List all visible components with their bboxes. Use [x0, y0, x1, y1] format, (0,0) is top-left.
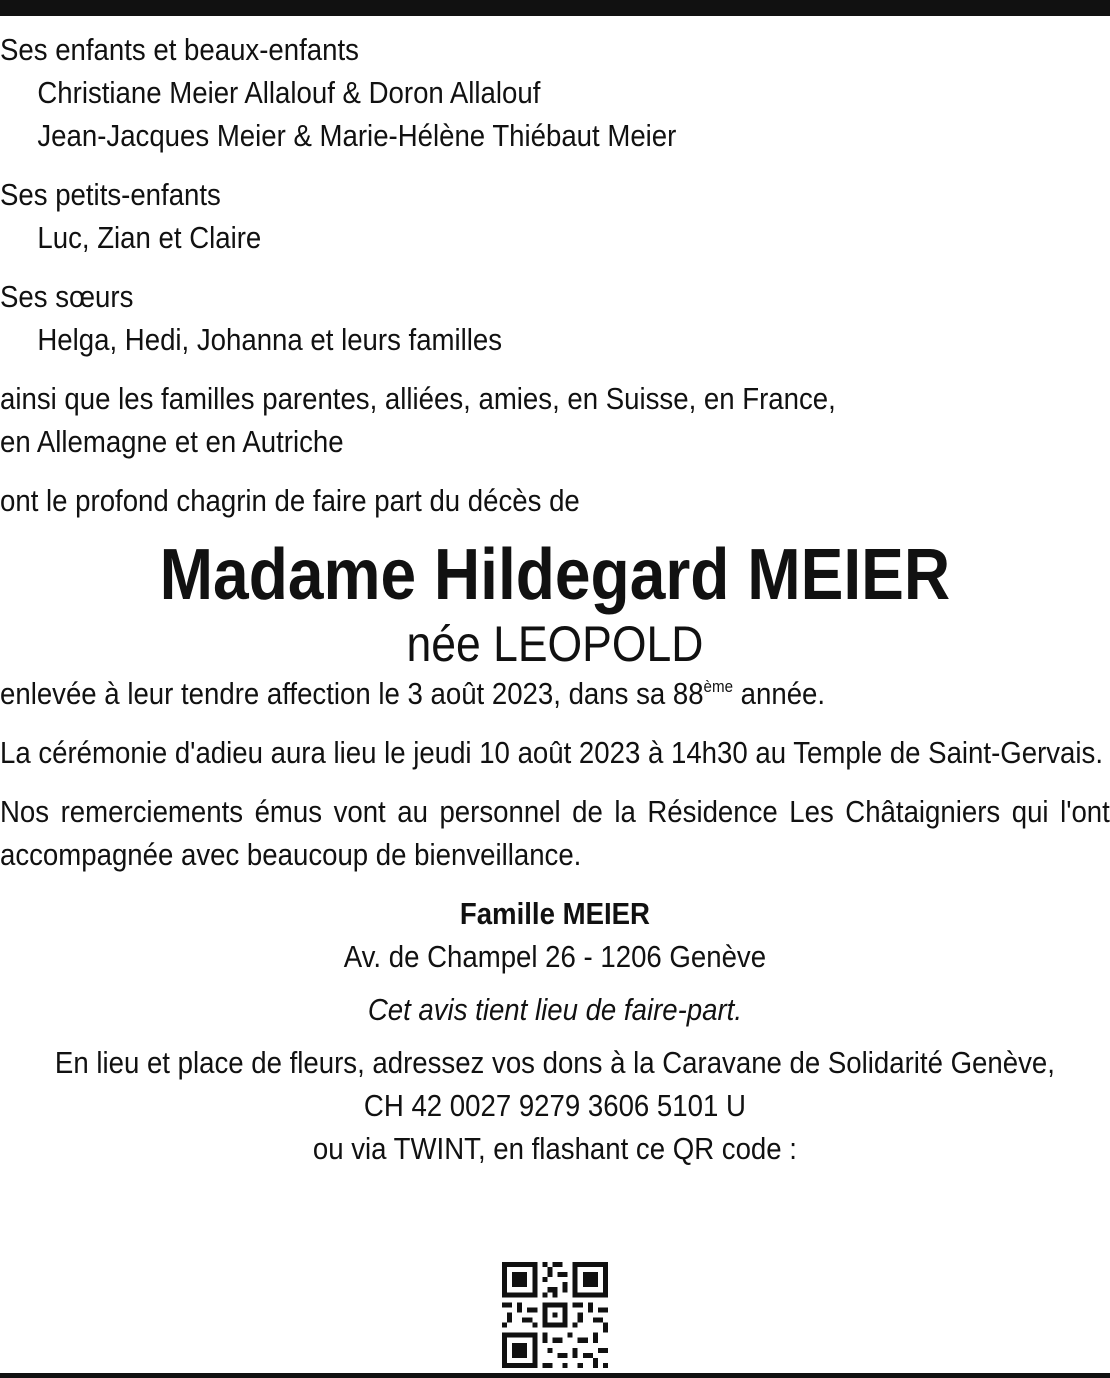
- children-section: [0, 28, 1110, 157]
- announcement: ont le profond chagrin de faire part du décès de: [0, 483, 580, 518]
- bottom-rule: [0, 1373, 1110, 1378]
- birth-name: née LEOPOLD: [406, 616, 704, 672]
- death-notice: [0, 672, 1110, 715]
- sisters-section: [0, 275, 1110, 361]
- grandchildren-heading: Ses petits-enfants: [0, 177, 221, 212]
- thanks-message: Nos remerciements émus vont au personnel de la Résidence Les Châtaigniers qui l'ont accompagnée avec beaucoup de bienveillance.: [0, 794, 1110, 872]
- family-address: Av. de Champel 26 - 1206 Genève: [343, 939, 767, 974]
- children-line: Christiane Meier Allalouf & Doron Allalouf: [37, 75, 541, 110]
- obituary-notice: [0, 28, 1110, 1170]
- donation-line: En lieu et place de fleurs, adressez vos dons à la Caravane de Solidarité Genève,: [54, 1045, 1055, 1080]
- children-line: Jean-Jacques Meier & Marie-Hélène Thiébaut Meier: [37, 118, 677, 153]
- ceremony-info: La cérémonie d'adieu aura lieu le jeudi 10 août 2023 à 14h30 au Temple de Saint-Gervais.: [0, 735, 1103, 770]
- sisters-heading: Ses sœurs: [0, 279, 134, 314]
- donation-twint: ou via TWINT, en flashant ce QR code :: [312, 1131, 797, 1166]
- ordinal-suffix: ème: [703, 677, 733, 696]
- donation-iban: CH 42 0027 9279 3606 5101 U: [363, 1088, 746, 1123]
- children-heading: Ses enfants et beaux-enfants: [0, 32, 359, 67]
- notice-text: Cet avis tient lieu de faire-part.: [367, 992, 743, 1027]
- sisters-line: Helga, Hedi, Johanna et leurs familles: [37, 322, 503, 357]
- families-line: ainsi que les familles parentes, alliées, amies, en Suisse, en France,: [0, 381, 836, 416]
- families-line: en Allemagne et en Autriche: [0, 424, 344, 459]
- twint-qr-code-icon[interactable]: [502, 1262, 608, 1368]
- deceased-name: Madame Hildegard MEIER: [159, 535, 951, 615]
- death-notice-end: année.: [732, 676, 826, 711]
- family-signature: Famille MEIER: [459, 896, 650, 931]
- grandchildren-line: Luc, Zian et Claire: [37, 220, 262, 255]
- death-notice-text: enlevée à leur tendre affection le 3 août 2023, dans sa 88: [0, 676, 704, 711]
- grandchildren-section: [0, 173, 1110, 259]
- top-rule: [0, 0, 1110, 16]
